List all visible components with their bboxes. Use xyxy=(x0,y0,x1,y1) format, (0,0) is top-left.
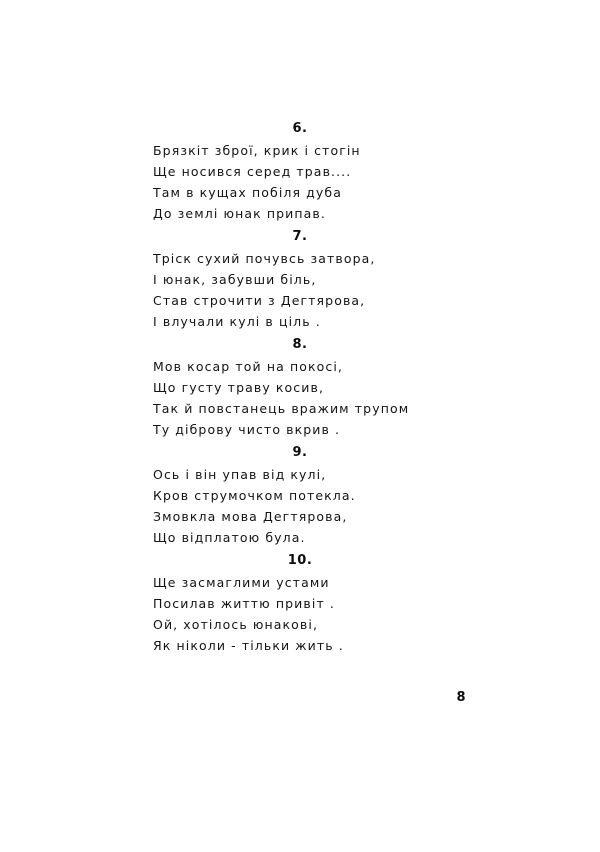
stanza-number: 7. xyxy=(292,229,308,244)
poem-line: Ще носився серед трав.... xyxy=(153,164,352,179)
stanza xyxy=(0,550,600,656)
poem-line: Кров струмочком потекла. xyxy=(153,488,356,503)
poem-line: І юнак, забувши біль, xyxy=(153,272,317,287)
poem-line: Змовкла мова Дегтярова, xyxy=(153,509,348,524)
poem-line: До землі юнак припав. xyxy=(153,206,326,221)
poem-line: Так й повстанець вражим трупом xyxy=(153,401,410,416)
poem-line: Ще засмаглими устами xyxy=(153,575,330,590)
poem-line: Став строчити з Дегтярова, xyxy=(153,293,366,308)
poem-line: Ту діброву чисто вкрив . xyxy=(153,422,341,437)
stanza-number: 8. xyxy=(292,337,308,352)
poem-line: Мов косар той на покосі, xyxy=(153,359,343,374)
poem-line: Що густу траву косив, xyxy=(153,380,325,395)
stanza xyxy=(0,334,600,440)
poem-line: Що відплатою була. xyxy=(153,530,306,545)
stanza xyxy=(0,442,600,548)
stanza-lines xyxy=(0,140,600,224)
stanza-number: 6. xyxy=(292,121,308,136)
poem-line: Ось і він упав від кулі, xyxy=(153,467,327,482)
poem-line: Брязкіт зброї, крик і стогін xyxy=(153,143,361,158)
poem-line: Посилав життю привіт . xyxy=(153,596,335,611)
poem-line: Там в кущах побіля дуба xyxy=(153,185,342,200)
stanza-lines xyxy=(0,356,600,440)
stanza xyxy=(0,226,600,332)
stanza-number: 10. xyxy=(287,553,313,568)
poem-line: Ой, хотілось юнакові, xyxy=(153,617,319,632)
stanza xyxy=(0,118,600,224)
poem-body xyxy=(0,118,600,658)
poem-line: Тріск сухий почувсь затвора, xyxy=(153,251,376,266)
stanza-lines xyxy=(0,464,600,548)
stanza-lines xyxy=(0,248,600,332)
page-number: 8 xyxy=(456,690,466,705)
poem-line: І влучали кулі в ціль . xyxy=(153,314,321,329)
stanza-lines xyxy=(0,572,600,656)
stanza-number: 9. xyxy=(292,445,308,460)
poem-line: Як ніколи - тільки жить . xyxy=(153,638,344,653)
